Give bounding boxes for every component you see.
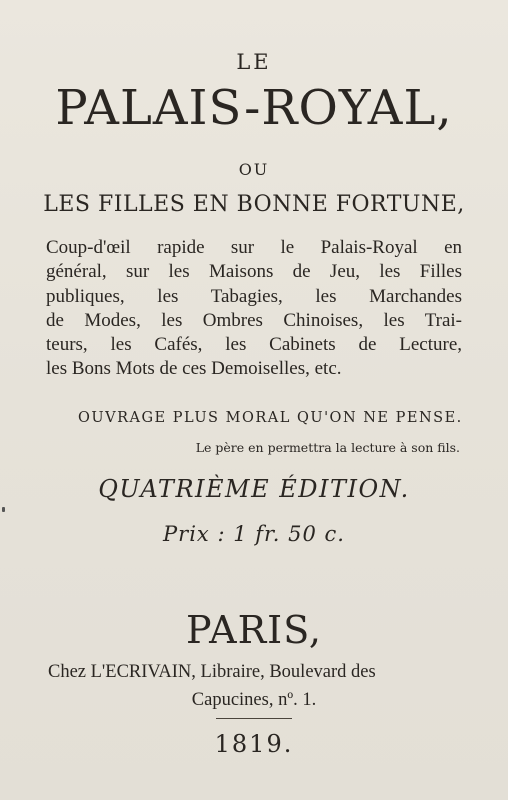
subtitle: LES FILLES EN BONNE FORTUNE, — [43, 192, 465, 217]
description-line: les Bons Mots de ces Demoiselles, etc. — [46, 358, 342, 380]
motto: OUVRAGE PLUS MORAL QU'ON NE PENSE. — [78, 410, 463, 426]
description — [46, 236, 462, 382]
publisher-address: Capucines, nº. 1. — [191, 690, 317, 710]
description-line: Coup-d'œil rapide sur le Palais-Royal en — [46, 237, 462, 258]
description-line: général, sur les Maisons de Jeu, les Filles — [46, 261, 462, 283]
price: Prix : 1 fr. 50 c. — [163, 522, 345, 546]
title-article: LE — [236, 50, 272, 74]
title-conjunction: OU — [238, 160, 270, 179]
imprint-year: 1819. — [214, 730, 294, 758]
description-line: teurs, les Cafés, les Cabinets de Lecture, — [46, 334, 462, 356]
paper-speck — [2, 507, 5, 512]
divider — [216, 718, 292, 719]
imprint-city: PARIS, — [186, 608, 322, 652]
note: Le père en permettra la lecture à son fils. — [195, 440, 460, 455]
publisher-line: Chez L'ECRIVAIN, Libraire, Boulevard des — [48, 662, 376, 682]
edition: QUATRIÈME ÉDITION. — [98, 475, 410, 503]
description-line: de Modes, les Ombres Chinoises, les Trai- — [46, 309, 462, 331]
main-title: PALAIS-ROYAL, — [55, 80, 453, 136]
description-line: publiques, les Tabagies, les Marchandes — [46, 285, 462, 307]
